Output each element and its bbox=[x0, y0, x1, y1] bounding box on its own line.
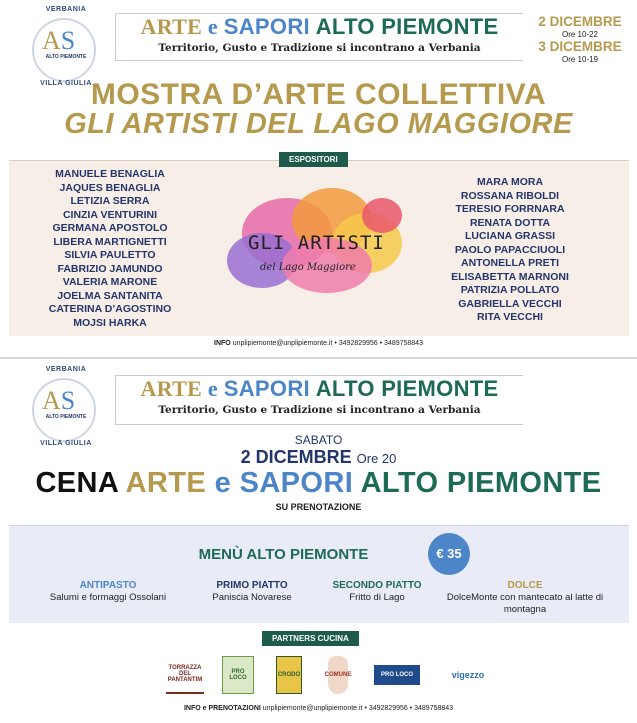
date-2: 3 DICEMBRE bbox=[538, 39, 622, 54]
exhibition-flyer bbox=[0, 0, 637, 356]
partner-logo-proloco-2: PRO LOCO bbox=[374, 665, 420, 685]
partner-logo-crodo: CRODO bbox=[276, 656, 302, 694]
event-title bbox=[116, 14, 523, 40]
list-item: JAQUES BENAGLIA bbox=[59, 181, 161, 194]
date-1: 2 DICEMBRE bbox=[538, 14, 622, 29]
logo-letters bbox=[42, 26, 75, 56]
headline-arte: ARTE bbox=[125, 467, 207, 499]
info-contacts: unplipiemonte@unplipiemonte.it • 3492829956 • 3489758843 bbox=[232, 340, 423, 347]
list-item: GABRIELLA VECCHI bbox=[458, 297, 562, 310]
list-item: ELISABETTA MARNONI bbox=[451, 270, 569, 283]
list-item: LIBERA MARTIGNETTI bbox=[53, 235, 167, 248]
info-label: INFO bbox=[214, 340, 231, 347]
dinner-date-text: 2 DICEMBRE bbox=[240, 447, 352, 467]
artwork-subtitle: del Lago Maggiore bbox=[260, 262, 356, 273]
logo-top-word: VERBANIA bbox=[45, 366, 87, 373]
dinner-date bbox=[0, 447, 637, 468]
course-title: DOLCE bbox=[507, 580, 543, 591]
exhibitors-label: ESPOSITORI bbox=[279, 152, 348, 167]
flyer-divider bbox=[0, 357, 637, 359]
partner-logo-proloco-1: PRO LOCO bbox=[222, 656, 254, 694]
logo-letter-s: S bbox=[60, 386, 76, 415]
price-badge: € 35 bbox=[428, 533, 470, 575]
list-item: MARA MORA bbox=[476, 176, 544, 188]
course-secondo bbox=[316, 580, 438, 604]
title-sapori: SAPORI bbox=[223, 14, 310, 39]
list-item: FABRIZIO JAMUNDO bbox=[57, 262, 163, 275]
exhibition-subheadline: GLI ARTISTI DEL LAGO MAGGIORE bbox=[64, 108, 573, 140]
course-antipasto bbox=[30, 580, 186, 604]
partner-logo-comune: COMUNE bbox=[328, 656, 348, 694]
headline-sapori: SAPORI bbox=[239, 467, 354, 499]
title-arte: ARTE bbox=[140, 14, 203, 39]
partner-logo-torrazza: TORRAZZA DEL PANTANTIM bbox=[166, 656, 204, 694]
list-item: ANTONELLA PRETI bbox=[460, 257, 559, 269]
dinner-headline bbox=[0, 467, 637, 500]
arte-sapori-logo bbox=[30, 6, 102, 87]
title-alto-piemonte: ALTO PIEMONTE bbox=[315, 376, 499, 401]
dinner-day: SABATO bbox=[294, 433, 343, 447]
menu-title: MENÙ ALTO PIEMONTE bbox=[198, 546, 369, 563]
headline-e: e bbox=[214, 467, 232, 499]
course-title: ANTIPASTO bbox=[79, 580, 137, 591]
course-dish: Salumi e formaggi Ossolani bbox=[49, 592, 167, 603]
logo-letter-a: A bbox=[42, 386, 61, 415]
logo-bottom-word: VILLA GIULIA bbox=[40, 440, 92, 447]
list-item: RENATA DOTTA bbox=[469, 216, 551, 229]
list-item: SILVIA PAULETTO bbox=[64, 249, 156, 261]
hours-2: Ore 10-19 bbox=[561, 55, 599, 64]
list-item: VALERIA MARONE bbox=[62, 276, 158, 288]
logo-top-word: VERBANIA bbox=[45, 6, 87, 13]
headline-cena: CENA bbox=[35, 467, 119, 499]
logo-letter-a: A bbox=[42, 26, 61, 55]
arte-sapori-logo bbox=[30, 366, 102, 447]
course-dish: DolceMonte con mantecato al latte di montagna bbox=[446, 592, 604, 615]
event-title-box bbox=[115, 375, 523, 425]
list-item: CATERINA D’AGOSTINO bbox=[48, 303, 172, 315]
logo-bottom-word: VILLA GIULIA bbox=[40, 80, 92, 87]
list-item: JOELMA SANTANITA bbox=[57, 289, 163, 302]
exhibition-dates bbox=[530, 15, 630, 65]
course-dish: Fritto di Lago bbox=[349, 592, 405, 603]
event-title-box bbox=[115, 13, 523, 61]
event-title bbox=[116, 376, 523, 402]
course-dish: Paniscia Novarese bbox=[212, 592, 292, 603]
partners-label: PARTNERS CUCINA bbox=[262, 631, 359, 646]
title-e: e bbox=[207, 14, 218, 39]
logo-letters bbox=[42, 386, 75, 416]
info-label: INFO e PRENOTAZIONI bbox=[183, 705, 261, 712]
title-e: e bbox=[207, 376, 218, 401]
logo-subtitle: ALTO PIEMONTE bbox=[45, 414, 87, 420]
list-item: ROSSANA RIBOLDI bbox=[460, 189, 560, 202]
dinner-info bbox=[0, 705, 637, 712]
list-item: LETIZIA SERRA bbox=[70, 195, 150, 207]
list-item: LUCIANA GRASSI bbox=[464, 230, 556, 242]
course-title: PRIMO PIATTO bbox=[216, 580, 288, 591]
list-item: RITA VECCHI bbox=[477, 311, 543, 323]
artists-right-list bbox=[440, 176, 580, 325]
course-dolce bbox=[440, 580, 610, 616]
info-contacts: unplipiemonte@unplipiemonte.it • 3492829956 • 3489758843 bbox=[262, 705, 454, 712]
artists-left-list bbox=[40, 168, 180, 330]
list-item: MOJSI HARKA bbox=[73, 316, 147, 329]
dinner-time: Ore 20 bbox=[356, 451, 397, 466]
title-alto-piemonte: ALTO PIEMONTE bbox=[315, 14, 499, 39]
list-item: GERMANA APOSTOLO bbox=[52, 222, 168, 234]
list-item: PAOLO PAPACCIUOLI bbox=[454, 243, 566, 256]
hours-1: Ore 10-22 bbox=[561, 30, 599, 39]
artwork-title: GLI ARTISTI bbox=[248, 232, 385, 254]
logo-subtitle: ALTO PIEMONTE bbox=[45, 54, 87, 60]
title-arte: ARTE bbox=[140, 376, 203, 401]
title-sapori: SAPORI bbox=[223, 376, 310, 401]
event-tagline: Territorio, Gusto e Tradizione si incontrano a Verbania bbox=[158, 42, 481, 54]
course-title: SECONDO PIATTO bbox=[332, 580, 422, 591]
headline-alto-piemonte: ALTO PIEMONTE bbox=[360, 467, 602, 499]
event-tagline: Territorio, Gusto e Tradizione si incontrano a Verbania bbox=[158, 404, 481, 416]
exhibition-headline: MOSTRA D’ARTE COLLETTIVA bbox=[90, 78, 547, 111]
exhibition-info bbox=[0, 340, 637, 347]
course-primo bbox=[190, 580, 314, 604]
logo-letter-s: S bbox=[60, 26, 76, 55]
list-item: MANUELE BENAGLIA bbox=[55, 168, 165, 180]
artwork-splash bbox=[222, 178, 414, 308]
dinner-flyer bbox=[0, 360, 637, 723]
partner-logo-vigezzo: vigezzo bbox=[451, 670, 485, 680]
list-item: TERESIO FORRNARA bbox=[455, 203, 565, 215]
list-item: PATRIZIA POLLATO bbox=[460, 284, 560, 296]
booking-note: SU PRENOTAZIONE bbox=[275, 502, 362, 512]
list-item: CINZIA VENTURINI bbox=[62, 208, 158, 221]
